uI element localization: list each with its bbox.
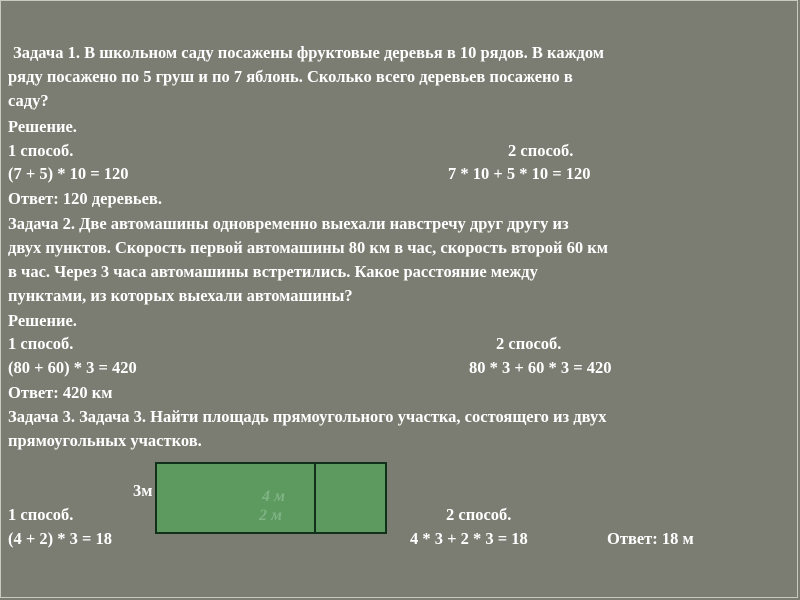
task3-method2-label: 2 способ.: [446, 505, 512, 524]
task2-title-line1: Задача 2. Две автомашины одновременно выехали навстречу друг другу из: [8, 214, 569, 233]
task3-title-line1: Задача 3. Задача 3. Найти площадь прямоугольного участка, состоящего из двух: [8, 407, 607, 426]
task3-method1-label: 1 способ.: [8, 505, 74, 524]
task2-answer: Ответ: 420 км: [8, 383, 113, 402]
task2-method1-label: 1 способ.: [8, 334, 74, 353]
task3-method1-expr: (4 + 2) * 3 = 18: [8, 529, 113, 548]
task1-title-line1: Задача 1. В школьном саду посажены фруктовые деревья в 10 рядов. В каждом: [13, 43, 605, 62]
task2-title-line3: в час. Через 3 часа автомашины встретились. Какое расстояние между: [8, 262, 538, 281]
plot-label-4m: 4 м: [262, 488, 285, 505]
task3-title-line2: прямоугольных участков.: [8, 431, 202, 450]
task1-method1-expr: (7 + 5) * 10 = 120: [8, 164, 129, 183]
task3-answer: Ответ: 18 м: [607, 529, 694, 548]
plot-label-2m: 2 м: [259, 507, 282, 524]
task2-method1-expr: (80 + 60) * 3 = 420: [8, 358, 137, 377]
task2-solution-label: Решение.: [8, 311, 77, 330]
plot-divider: [314, 462, 316, 534]
task2-title-line4: пунктами, из которых выехали автомашины?: [8, 286, 353, 305]
task3-method2-expr: 4 * 3 + 2 * 3 = 18: [410, 529, 528, 548]
task2-title-line2: двух пунктов. Скорость первой автомашины 80 км в час, скорость второй 60 км: [8, 238, 609, 257]
task1-title-line3: саду?: [8, 91, 49, 110]
task1-method1-label: 1 способ.: [8, 141, 74, 160]
task1-method2-label: 2 способ.: [508, 141, 574, 160]
task3-side-label: 3м: [133, 481, 153, 500]
task1-answer: Ответ: 120 деревьев.: [8, 189, 162, 208]
task2-method2-label: 2 способ.: [496, 334, 562, 353]
task2-method2-expr: 80 * 3 + 60 * 3 = 420: [469, 358, 612, 377]
task1-solution-label: Решение.: [8, 117, 77, 136]
task1-title-line2: ряду посажено по 5 груш и по 7 яблонь. Сколько всего деревьев посажено в: [8, 67, 573, 86]
task1-method2-expr: 7 * 10 + 5 * 10 = 120: [448, 164, 591, 183]
